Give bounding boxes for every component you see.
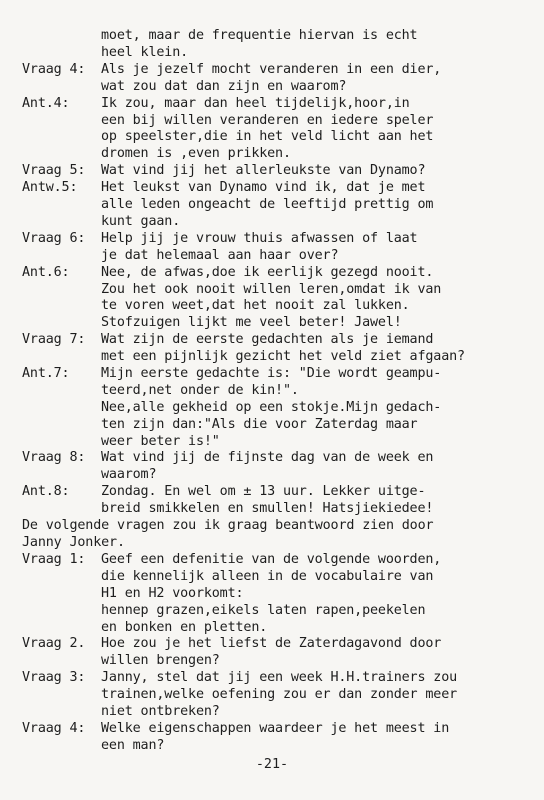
text-line: Janny Jonker. [22, 535, 125, 550]
question-label: Vraag 3: [22, 670, 86, 685]
text-line: H1 en H2 voorkomt: [101, 586, 244, 601]
text-line: en bonken en pletten. [101, 620, 268, 635]
text-line: niet ontbreken? [101, 704, 220, 719]
text-line: heel klein. [101, 45, 189, 60]
text-line: Zondag. En wel om ± 13 uur. Lekker uitge- [101, 484, 426, 499]
text-line: breid smikkelen en smullen! Hatsjiekiedee! [101, 501, 434, 516]
text-line: wat zou dat dan zijn en waarom? [101, 79, 347, 94]
text-line: kunt gaan. [101, 214, 181, 229]
text-line: waarom? [101, 467, 157, 482]
text-line: alle leden ongeacht de leeftijd prettig om [101, 197, 434, 212]
text-line: ten zijn dan:"Als die voor Zaterdag maar [101, 417, 418, 432]
text-line: Stofzuigen lijkt me veel beter! Jawel! [101, 315, 402, 330]
text-line: Nee, de afwas,doe ik eerlijk gezegd nooit. [101, 265, 434, 280]
text-line: een bij willen veranderen en iedere speler [101, 113, 434, 128]
text-line: Ik zou, maar dan heel tijdelijk,hoor,in [101, 96, 410, 111]
question-label: Ant.6: [22, 265, 70, 280]
text-line: trainen,welke oefening zou er dan zonder meer [101, 687, 458, 702]
question-label: Ant.8: [22, 484, 70, 499]
page-number: -21- [255, 757, 289, 772]
text-line: hennep grazen,eikels laten rapen,peekelen [101, 603, 426, 618]
question-label: Vraag 5: [22, 163, 86, 178]
text-line: Zou het ook nooit willen leren,omdat ik van [101, 282, 442, 297]
question-label: Vraag 7: [22, 332, 86, 347]
question-label: Vraag 4: [22, 62, 86, 77]
text-line: Wat vind jij het allerleukste van Dynamo? [101, 163, 426, 178]
text-line: dromen is ,even prikken. [101, 146, 291, 161]
text-line: met een pijnlijk gezicht het veld ziet afgaan? [101, 349, 465, 364]
question-label: Ant.7: [22, 366, 70, 381]
question-label: Vraag 8: [22, 450, 86, 465]
text-line: Wat vind jij de fijnste dag van de week en [101, 450, 434, 465]
question-label: Vraag 4: [22, 721, 86, 736]
text-line: Het leukst van Dynamo vind ik, dat je met [101, 180, 426, 195]
text-line: die kennelijk alleen in de vocabulaire van [101, 569, 434, 584]
text-line: een man? [101, 738, 165, 753]
text-line: Wat zijn de eerste gedachten als je iemand [101, 332, 434, 347]
text-line: teerd,net onder de kin!". [101, 383, 299, 398]
question-label: Antw.5: [22, 180, 78, 195]
text-line: je dat helemaal aan haar over? [101, 248, 339, 263]
question-label: Ant.4: [22, 96, 70, 111]
text-line: Nee,alle gekheid op een stokje.Mijn gedach- [101, 400, 442, 415]
question-label: Vraag 2. [22, 636, 86, 651]
text-line: op speelster,die in het veld licht aan het [101, 129, 434, 144]
text-line: De volgende vragen zou ik graag beantwoord zien door [22, 518, 434, 533]
text-line: willen brengen? [101, 653, 220, 668]
text-line: te voren weet,dat het nooit zal lukken. [101, 298, 410, 313]
text-line: Help jij je vrouw thuis afwassen of laat [101, 231, 418, 246]
text-line: Hoe zou je het liefst de Zaterdagavond door [101, 636, 442, 651]
text-line: Welke eigenschappen waardeer je het meest in [101, 721, 450, 736]
text-line: Mijn eerste gedachte is: "Die wordt geampu- [101, 366, 442, 381]
question-label: Vraag 1: [22, 552, 86, 567]
text-line: Geef een defenitie van de volgende woorden, [101, 552, 442, 567]
text-line: Als je jezelf mocht veranderen in een dier, [101, 62, 442, 77]
question-label: Vraag 6: [22, 231, 86, 246]
text-line: moet, maar de frequentie hiervan is echt [101, 28, 418, 43]
text-line: weer beter is!" [101, 434, 220, 449]
text-line: Janny, stel dat jij een week H.H.trainers zou [101, 670, 458, 685]
